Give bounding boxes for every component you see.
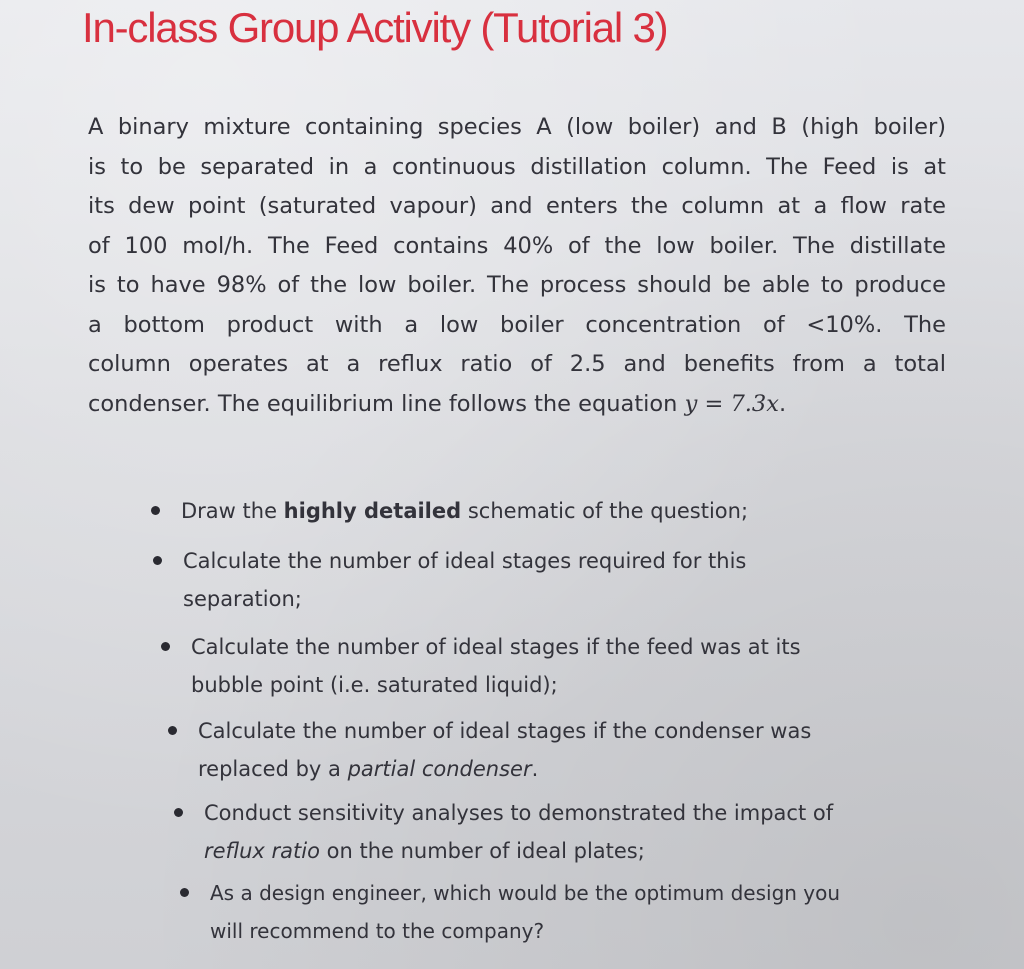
task-emphasis: partial condenser bbox=[347, 757, 532, 781]
task-text: Calculate the number of ideal stages required for this bbox=[183, 549, 747, 573]
task-text: Calculate the number of ideal stages if the condenser was bbox=[198, 719, 812, 743]
task-text-part: schematic of the question; bbox=[461, 499, 749, 523]
task-text-part: . bbox=[531, 757, 539, 781]
task-text-part: on the number of ideal plates; bbox=[319, 839, 645, 863]
bullet-icon bbox=[151, 506, 160, 515]
task-text: separation; bbox=[183, 587, 302, 611]
task-text: As a design engineer, which would be the optimum design you bbox=[210, 881, 841, 905]
task-emphasis: highly detailed bbox=[283, 499, 462, 523]
paragraph-line: A binary mixture containing species A (low boiler) and B (high boiler) bbox=[88, 114, 946, 140]
task-text bbox=[198, 750, 811, 788]
task-text bbox=[181, 492, 748, 530]
paragraph-last-line bbox=[88, 385, 946, 425]
bullet-icon bbox=[168, 726, 177, 735]
task-item bbox=[204, 794, 833, 870]
bullet-icon bbox=[180, 888, 189, 897]
task-text bbox=[204, 832, 833, 870]
bullet-icon bbox=[161, 642, 170, 651]
task-text-part: replaced by a bbox=[198, 757, 348, 781]
task-item bbox=[183, 542, 746, 618]
task-emphasis: reflux ratio bbox=[204, 839, 320, 863]
paragraph-line: column operates at a reflux ratio of 2.5 and benefits from a total bbox=[88, 351, 946, 377]
slide-title: In-class Group Activity (Tutorial 3) bbox=[82, 4, 668, 51]
bullet-icon bbox=[174, 808, 183, 817]
task-text: bubble point (i.e. saturated liquid); bbox=[191, 673, 558, 697]
task-item bbox=[191, 628, 801, 704]
paragraph-text: condenser. The equilibrium line follows the equation bbox=[88, 390, 685, 417]
problem-statement bbox=[88, 108, 946, 424]
paragraph-line: a bottom product with a low boiler concentration of <10%. The bbox=[88, 311, 946, 338]
paragraph-text: . bbox=[778, 390, 787, 417]
task-text: will recommend to the company? bbox=[210, 919, 545, 943]
task-text: Calculate the number of ideal stages if the feed was at its bbox=[191, 635, 801, 659]
paragraph-line: of 100 mol/h. The Feed contains 40% of the low boiler. The distillate bbox=[88, 232, 946, 259]
task-text: Conduct sensitivity analyses to demonstrated the impact of bbox=[204, 801, 834, 825]
task-text-part: Draw the bbox=[181, 499, 284, 523]
paragraph-line: is to have 98% of the low boiler. The process should be able to produce bbox=[88, 272, 946, 298]
task-item bbox=[210, 874, 840, 950]
bullet-icon bbox=[153, 556, 162, 565]
paragraph-line: is to be separated in a continuous distillation column. The Feed is at bbox=[88, 153, 946, 180]
task-item bbox=[181, 492, 748, 530]
equilibrium-equation: y = 7.3x bbox=[684, 390, 779, 417]
task-item bbox=[198, 712, 811, 788]
paragraph-line: its dew point (saturated vapour) and enters the column at a flow rate bbox=[88, 193, 946, 219]
